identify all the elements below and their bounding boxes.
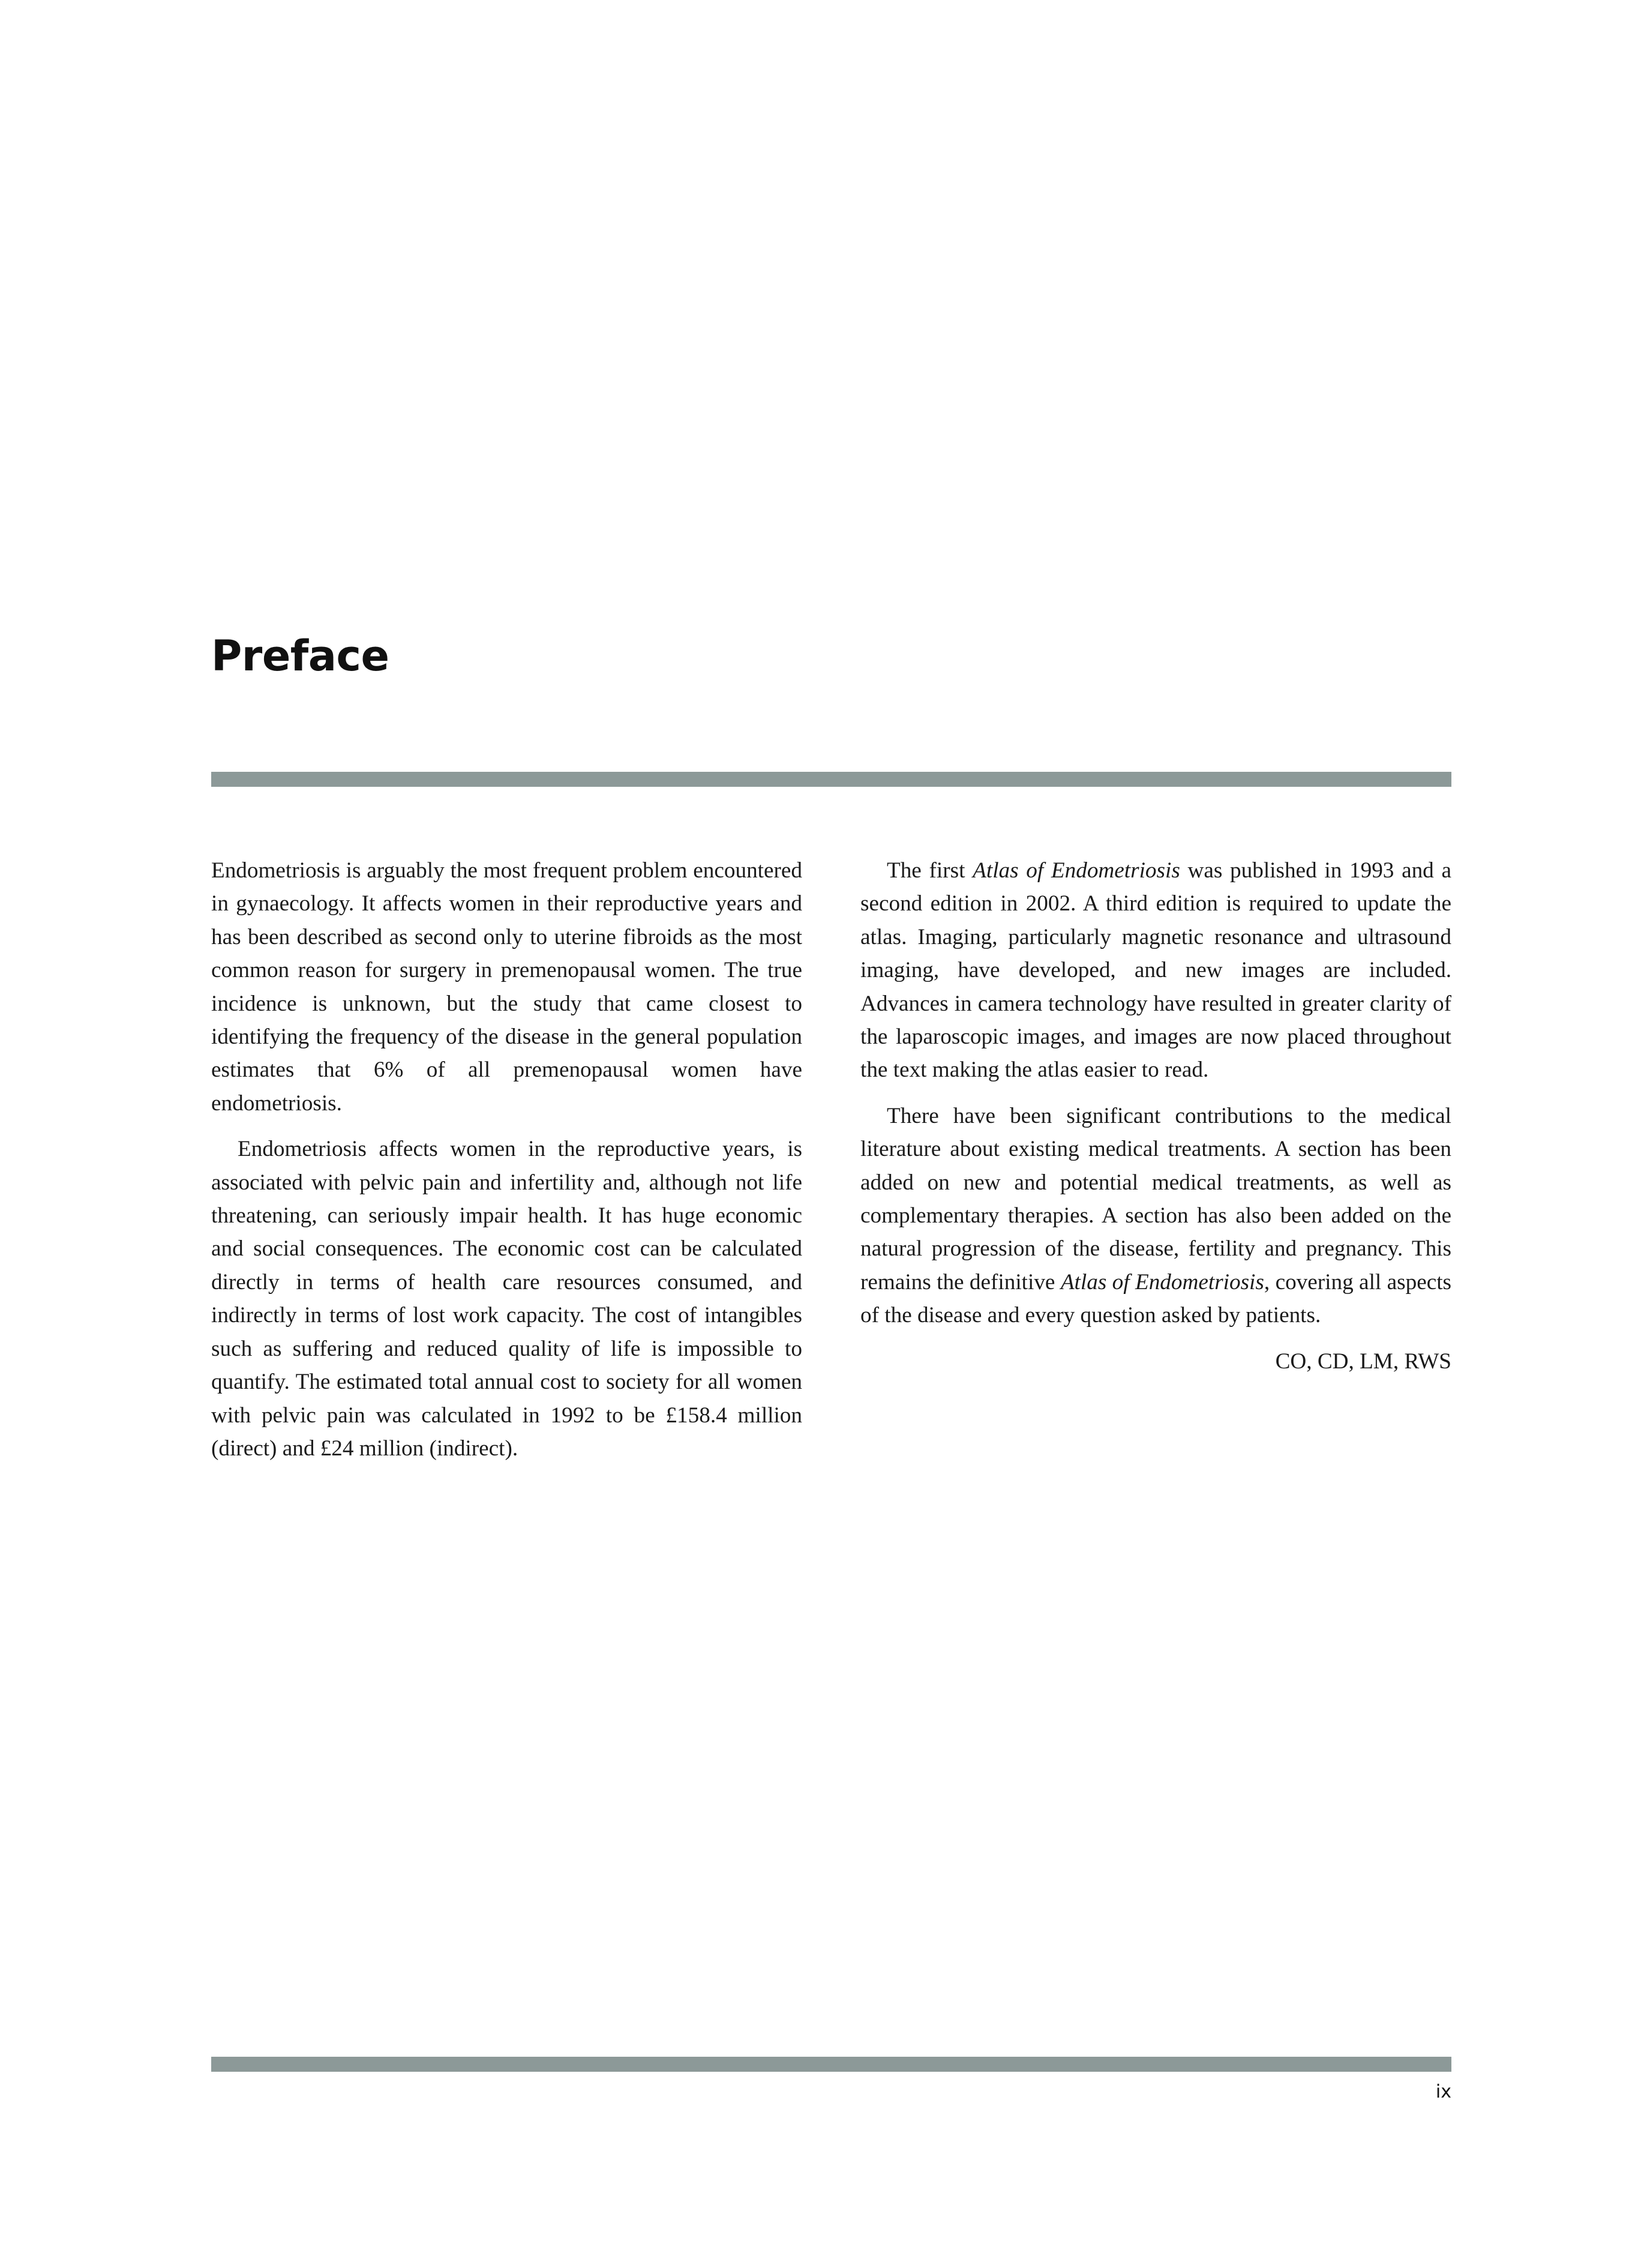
book-title-italic: Atlas of Endometriosis	[1060, 1269, 1264, 1295]
text-run: There have been significant contributions to the medical literature about existing medical treatments. A section has been added on new and potential medical treatments, as well as complementary therapies. A section has also been added on the natural progression of the disease, fertility and pregnancy. This remains the definitive	[860, 1103, 1451, 1295]
paragraph	[860, 1099, 1451, 1332]
text-run: was published in 1993 and a second edition in 2002. A third edition is required to update the atlas. Imaging, particularly magnetic resonance and ultrasound imaging, have developed, and new images are included. Advances in camera technology have resulted in greater clarity of the laparoscopic images, and images are now placed throughout the text making the atlas easier to read.	[860, 858, 1451, 1083]
author-initials: CO, CD, LM, RWS	[1275, 1349, 1451, 1374]
text-run: The first	[887, 858, 973, 883]
page-number: ix	[1435, 2081, 1451, 2102]
top-divider	[211, 772, 1451, 787]
left-column	[211, 854, 802, 1478]
right-column	[860, 854, 1451, 1391]
page-title: Preface	[211, 631, 389, 681]
paragraph	[860, 854, 1451, 1087]
bottom-divider	[211, 2057, 1451, 2072]
paragraph: Endometriosis affects women in the reproductive years, is associated with pelvic pain and infertility and, although not life threatening, can seriously impair health. It has huge economic and social consequences. The economic cost can be calculated directly in terms of health care resources consumed, and indirectly in terms of lost work capacity. The cost of intangibles such as suffering and reduced quality of life is impossible to quantify. The estimated total annual cost to society for all women with pelvic pain was calculated in 1992 to be £158.4 million (direct) and £24 million (indirect).	[211, 1137, 802, 1461]
paragraph: Endometriosis is arguably the most frequent problem encountered in gynaecology. It affects women in their reproductive years and has been described as second only to uterine fibroids as the most common reason for surgery in premenopausal women. The true incidence is unknown, but the study that came closest to identifying the frequency of the disease in the general population estimates that 6% of all premenopausal women have endometriosis.	[211, 858, 802, 1116]
book-title-italic: Atlas of Endometriosis	[973, 858, 1180, 883]
text-run: , covering all aspects of the disease and every question asked by patients.	[860, 1269, 1452, 1328]
